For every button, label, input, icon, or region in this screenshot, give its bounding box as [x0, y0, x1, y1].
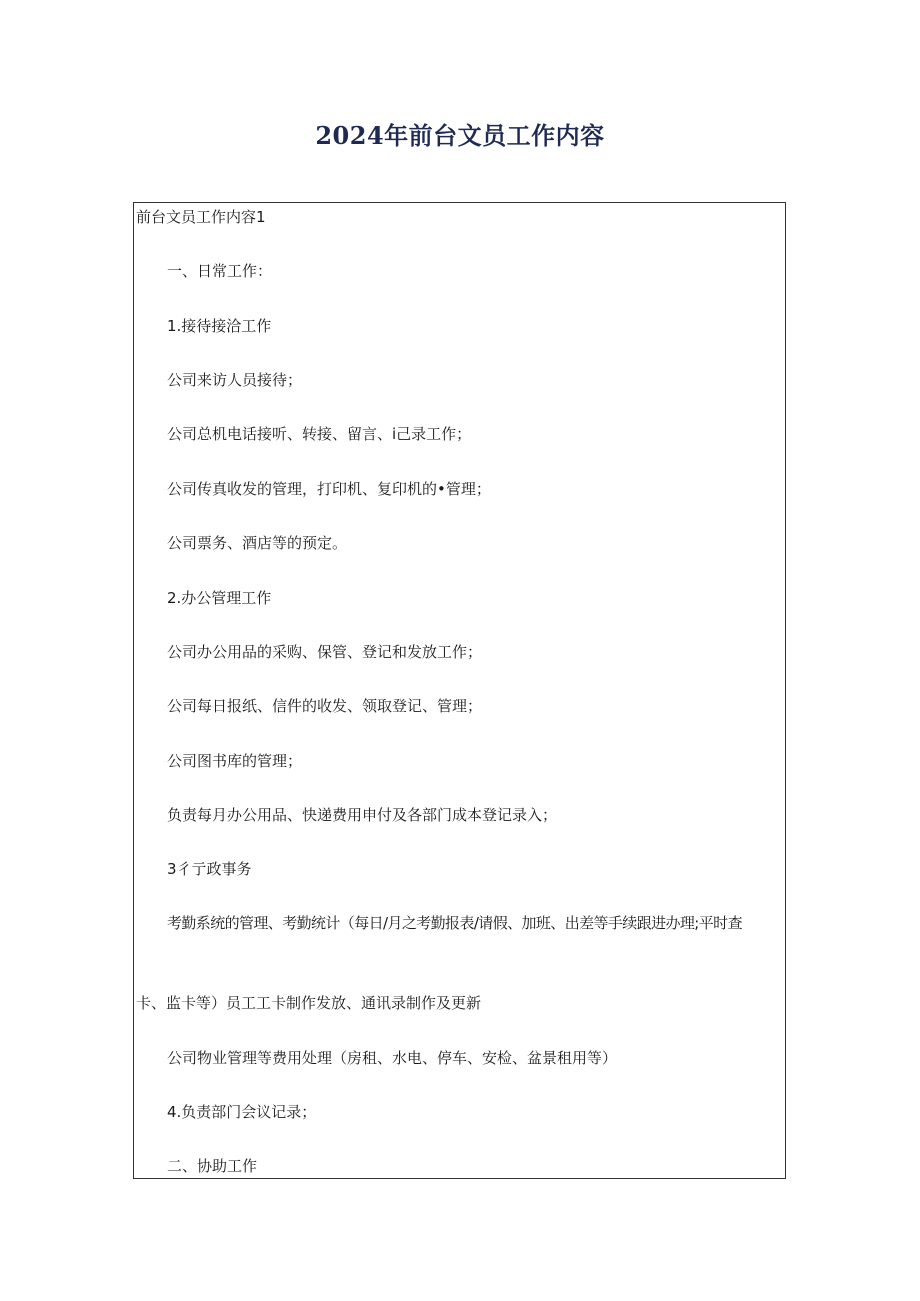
item-heading: 1.接待接洽工作 — [167, 317, 272, 335]
content-line: 负责每月办公用品、快递费用申付及各部门成本登记录入； — [167, 806, 558, 824]
content-frame — [133, 202, 786, 1179]
document-title: 2024年前台文员工作内容 — [315, 121, 605, 150]
content-line: 公司票务、酒店等的预定。 — [167, 534, 348, 552]
item-heading: 3彳亍政事务 — [167, 860, 252, 878]
content-line-continued: 卡、监卡等）员工工卡制作发放、通讯录制作及更新 — [136, 994, 482, 1012]
content-line: 公司传真收发的管理，打印机、复印机的•管理； — [167, 480, 491, 498]
content-line: 考勤系统的管理、考勤统计（每日/月之考勤报表/请假、加班、出差等手续跟进办理;平时查 — [167, 914, 742, 932]
section-heading: 前台文员工作内容1 — [136, 208, 266, 226]
subsection-heading: 二、协助工作 — [167, 1157, 258, 1175]
content-line: 公司总机电话接听、转接、留言、i己录工作； — [167, 425, 472, 443]
subsection-heading: 一、日常工作： — [167, 262, 273, 280]
content-line: 公司物业管理等费用处理（房租、水电、停车、安检、盆景租用等） — [167, 1049, 618, 1067]
item-heading: 2.办公管理工作 — [167, 589, 272, 607]
content-line: 公司图书库的管理； — [167, 752, 303, 770]
content-line: 公司来访人员接待； — [167, 371, 303, 389]
content-line: 4.负责部门会议记录； — [167, 1103, 317, 1121]
content-line: 公司每日报纸、信件的收发、领取登记、管理； — [167, 697, 483, 715]
content-line: 公司办公用品的采购、保管、登记和发放工作； — [167, 643, 483, 661]
